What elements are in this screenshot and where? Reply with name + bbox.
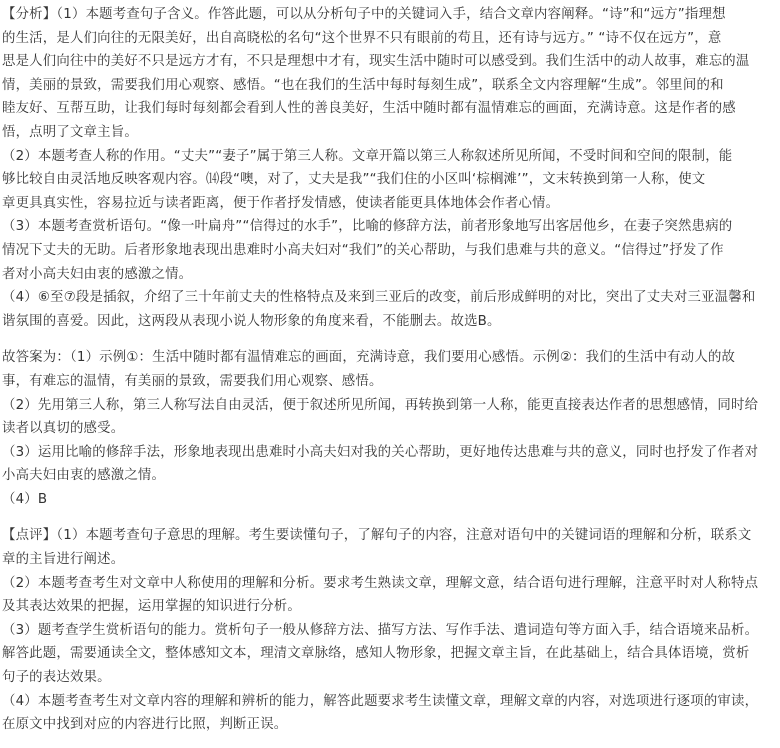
- text-line: 章更具真实性，容易拉近与读者距离，便于作者抒发情感，使读者能更具体地体会作者心情。: [2, 195, 560, 211]
- text-line: 谐氛围的喜爱。因此，这两段从表现小说人物形象的角度来看，不能删去。故选B。: [2, 313, 501, 329]
- text-line: 够比较自由灵活地反映客观内容。⒁段“噢，对了，丈夫是我”“我们住的小区叫‘棕榈滩’”，文末转换到第一人称，使文: [2, 172, 706, 188]
- text-line: 者对小高夫妇由衷的感激之情。: [2, 266, 193, 282]
- text-line: 在原文中找到对应的内容进行比照，判断正误。: [2, 717, 288, 733]
- text-line: （4）本题考查考生对文章内容的理解和辨析的能力，解答此题要求考生读懂文章，理解文章的内容，对选项进行逐项的审读，: [2, 693, 759, 709]
- text-line: 故答案为：（1）示例①：生活中随时都有温情难忘的画面，充满诗意，我们要用心感悟。示例②：我们的生活中有动人的故: [2, 350, 736, 366]
- text-line: 情况下丈夫的无助。后者形象地表现出患难时小高夫妇对“我们”的关心帮助，与我们患难与共的意义。“信得过”抒发了作: [2, 242, 724, 258]
- section-gap: [2, 333, 778, 346]
- comment-section: [2, 524, 778, 736]
- text-line: （2）本题考查考生对文章中人称使用的理解和分析。要求考生熟读文章，理解文意，结合语句进行理解，注意平时对人称特点: [2, 575, 759, 591]
- text-line: 情，美丽的景致，需要我们用心观察、感悟。“也在我们的生活中每时每刻生成”，联系全文内容理解“生成”。邻里间的和: [2, 77, 724, 93]
- text-line: 读者以真切的感受。: [2, 421, 125, 437]
- text-line: （2）先用第三人称，第三人称写法自由灵活，便于叙述所见所闻，再转换到第一人称，能更直接表达作者的思想感情，同时给: [2, 397, 759, 413]
- text-line: 睦友好、互帮互助，让我们每时每刻都会看到人性的善良美好，生活中随时都有温情难忘的画面，充满诗意。这是作者的感: [2, 101, 736, 117]
- answer-section: [2, 346, 778, 511]
- text-line: 事，有难忘的温情，有美丽的景致，需要我们用心观察、感悟。: [2, 373, 383, 389]
- text-line: （2）本题考查人称的作用。“丈夫”“妻子”属于第三人称。文章开篇以第三人称叙述所见所闻，不受时间和空间的限制，能: [2, 148, 733, 164]
- text-line: 及其表达效果的把握，运用掌握的知识进行分析。: [2, 599, 301, 615]
- text-line: 的生活，是人们向往的无限美好，出自高晓松的名句“这个世界不只有眼前的苟且，还有诗与远方。” “诗不仅在远方”，意: [2, 30, 722, 46]
- text-line: 思是人们向往中的美好不只是远方才有，不只是理想中才有，现实生活中随时可以感受到。我们生活中的动人故事，难忘的温: [2, 54, 750, 70]
- section-gap: [2, 511, 778, 524]
- analysis-section: [2, 3, 778, 333]
- text-line: 章的主旨进行阐述。: [2, 552, 125, 568]
- text-line: （3）运用比喻的修辞手法，形象地表现出患难时小高夫妇对我的关心帮助，更好地传达患难与共的意义，同时也抒发了作者对: [2, 444, 759, 460]
- text-line: 解答此题，需要通读全文，整体感知文本，理清文章脉络，感知人物形象，把握文章主旨，在此基础上，结合具体语境，赏析: [2, 646, 750, 662]
- text-line: 【分析】（1）本题考查句子含义。作答此题，可以从分析句子中的关键词入手，结合文章内容阐释。“诗”和“远方”指理想: [2, 7, 726, 22]
- text-line: （4）⑥至⑦段是插叙，介绍了三十年前丈夫的性格特点及来到三亚后的改变，前后形成鲜明的对比，突出了丈夫对三亚温馨和: [2, 290, 756, 306]
- text-line: （3）本题考查赏析语句。“像一叶扁舟”“信得过的水手”，比喻的修辞方法，前者形象地写出客居他乡，在妻子突然患病的: [2, 219, 733, 235]
- text-line: 悟，点明了文章主旨。: [2, 124, 138, 140]
- text-line: 句子的表达效果。: [2, 670, 111, 686]
- text-line: 【点评】（1）本题考查句子意思的理解。考生要读懂句子，了解句子的内容，注意对语句中的关键词语的理解和分析，联系文: [2, 528, 752, 544]
- text-line: （4）B: [2, 491, 48, 507]
- text-line: （3）题考查学生赏析语句的能力。赏析句子一般从修辞方法、描写方法、写作手法、遣词造句等方面入手，结合语境来品析。: [2, 622, 759, 638]
- text-line: 小高夫妇由衷的感激之情。: [2, 468, 166, 484]
